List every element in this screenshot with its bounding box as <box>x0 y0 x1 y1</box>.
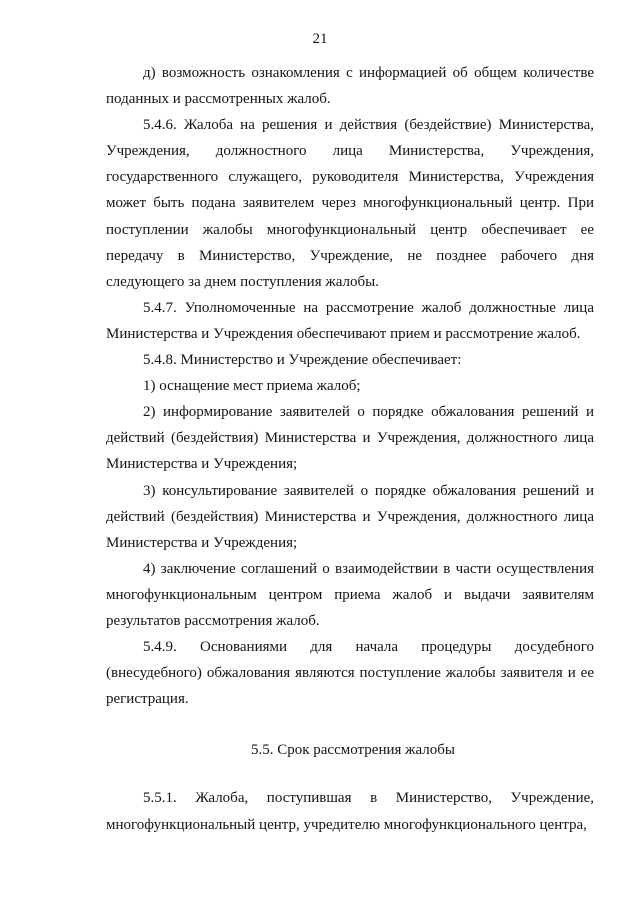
section-heading: 5.5. Срок рассмотрения жалобы <box>250 742 455 759</box>
document-body <box>106 60 594 838</box>
paragraph-5-5-1: 5.5.1. Жалоба, поступившая в Министерство, Учреждение, многофункциональный центр, учредителю многофункционального центра, <box>106 790 594 833</box>
list-item-1: 1) оснащение мест приема жалоб; <box>143 378 361 395</box>
paragraph-5-4-6: 5.4.6. Жалоба на решения и действия (бездействие) Министерства, Учреждения, должностного лица Министерства, Учреждения, государственного служащего, руководителя Министерства, Учреждения может быть подана заявителем через многофункциональный центр. При поступлении жалобы многофункциональный центр обеспечивает ее передачу в Министерство, Учреждение, не позднее рабочего дня следующего за днем поступления жалобы. <box>106 117 594 290</box>
list-item-4: 4) заключение соглашений о взаимодействии в части осуществления многофункциональным центром приема жалоб и выдачи заявителям результатов рассмотрения жалоб. <box>106 560 594 629</box>
paragraph-5-4-8: 5.4.8. Министерство и Учреждение обеспечивает: <box>143 352 462 369</box>
list-item-3: 3) консультирование заявителей о порядке обжалования решений и действий (бездействия) Министерства и Учреждения, должностного лица Министерства и Учреждения; <box>106 482 594 551</box>
list-item-2: 2) информирование заявителей о порядке обжалования решений и действий (бездействия) Министерства и Учреждения, должностного лица Министерства и Учреждения; <box>106 404 594 473</box>
page-number: 21 <box>312 31 328 47</box>
paragraph-5-4-7: 5.4.7. Уполномоченные на рассмотрение жалоб должностные лица Министерства и Учреждения обеспечивают прием и рассмотрение жалоб. <box>106 299 594 342</box>
paragraph-5-4-5-d: д) возможность ознакомления с информацией об общем количестве поданных и рассмотренных жалоб. <box>106 65 594 108</box>
paragraph-5-4-9: 5.4.9. Основаниями для начала процедуры досудебного (внесудебного) обжалования являются поступление жалобы заявителя и ее регистрация. <box>106 639 594 708</box>
